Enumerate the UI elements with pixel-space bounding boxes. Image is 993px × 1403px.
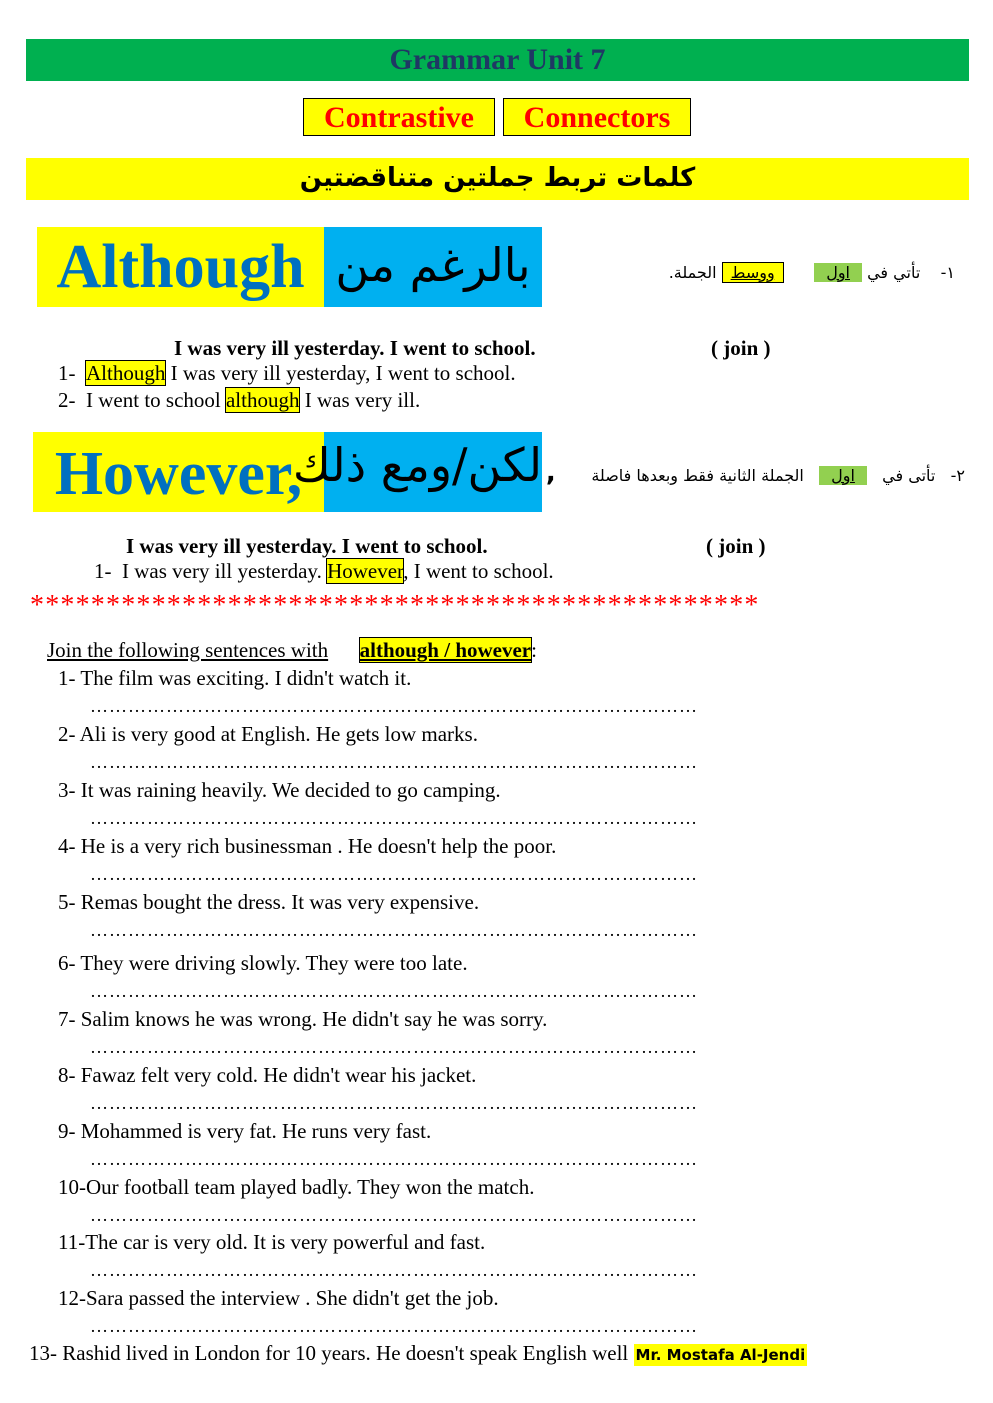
- exercise-item: 10-Our football team played badly. They won the match.: [58, 1175, 535, 1199]
- rule-text: تأتي في: [867, 263, 921, 282]
- however-heading: However,: [33, 432, 324, 512]
- exercise-item: 4- He is a very rich businessman . He doesn't help the poor.: [58, 834, 557, 858]
- answer-line[interactable]: ……………………………………………………………………………………: [90, 808, 698, 828]
- answer-line[interactable]: ……………………………………………………………………………………: [90, 1093, 698, 1113]
- exercise-instruction: [47, 638, 537, 663]
- rule-end: الجملة الثانية فقط وبعدها فاصلة: [591, 466, 804, 485]
- subtitle-contrastive: Contrastive: [303, 98, 495, 136]
- keywords-highlight: although / however: [359, 638, 532, 662]
- answer-line[interactable]: ……………………………………………………………………………………: [90, 1205, 698, 1225]
- comma-symbol: ,: [545, 458, 556, 488]
- exercise-item: 2- Ali is very good at English. He gets low marks.: [58, 722, 478, 746]
- answer-line[interactable]: ……………………………………………………………………………………: [90, 864, 698, 884]
- rule-number: ٢-: [950, 466, 965, 485]
- sentence-text: I went to school: [86, 388, 221, 412]
- although-example-2: [58, 388, 420, 413]
- page-title: Grammar Unit 7: [26, 39, 969, 81]
- exercise-item: 5- Remas bought the dress. It was very expensive.: [58, 890, 480, 914]
- rule-first-highlight: اول: [814, 263, 862, 282]
- item-number: 1-: [94, 559, 112, 583]
- answer-line[interactable]: ……………………………………………………………………………………: [90, 920, 698, 940]
- exercise-item: 11-The car is very old. It is very powerful and fast.: [58, 1230, 486, 1254]
- colon: :: [531, 638, 537, 662]
- sentence-text: , I went to school.: [403, 559, 554, 583]
- rule-first-highlight: اول: [819, 466, 867, 485]
- instruction-text: Join the following sentences with: [47, 638, 329, 662]
- rule-end: الجملة.: [668, 263, 717, 282]
- although-heading: Although: [37, 227, 324, 307]
- sentence-text: 13- Rashid lived in London for 10 years. He doesn't speak English well: [29, 1341, 629, 1365]
- join-label: ( join ): [706, 534, 766, 558]
- exercise-item: 6- They were driving slowly. They were too late.: [58, 951, 468, 975]
- rule-text: تأتى في: [882, 466, 936, 485]
- arabic-title: كلمات تربط جملتين متناقضتين: [26, 158, 969, 200]
- exercise-item: 12-Sara passed the interview . She didn't get the job.: [58, 1286, 499, 1310]
- exercise-item-13: [29, 1341, 807, 1366]
- item-number: 1-: [58, 361, 76, 385]
- star-divider: ************************************************: [30, 590, 760, 621]
- answer-line[interactable]: ……………………………………………………………………………………: [90, 1260, 698, 1280]
- however-highlight: However: [327, 559, 404, 583]
- although-highlight: Although: [86, 361, 166, 385]
- answer-line[interactable]: ……………………………………………………………………………………: [90, 696, 698, 716]
- answer-line[interactable]: ……………………………………………………………………………………: [90, 981, 698, 1001]
- however-example-1: [94, 559, 554, 584]
- exercise-item: 8- Fawaz felt very cold. He didn't wear his jacket.: [58, 1063, 477, 1087]
- answer-line[interactable]: ……………………………………………………………………………………: [90, 752, 698, 772]
- join-label: ( join ): [711, 336, 771, 360]
- although-highlight: although: [225, 388, 300, 412]
- author-signature: Mr. Mostafa Al-Jendi: [635, 1346, 806, 1364]
- answer-line[interactable]: ……………………………………………………………………………………: [90, 1149, 698, 1169]
- sentence-text: I was very ill yesterday, I went to school.: [170, 361, 516, 385]
- although-example-1: [58, 361, 516, 386]
- answer-line[interactable]: ……………………………………………………………………………………: [90, 1316, 698, 1336]
- although-arabic: بالرغم من: [324, 227, 542, 307]
- exercise-item: 1- The film was exciting. I didn't watch it.: [58, 666, 412, 690]
- sentence-text: I was very ill.: [304, 388, 421, 412]
- exercise-item: 3- It was raining heavily. We decided to go camping.: [58, 778, 501, 802]
- however-rule: [546, 458, 965, 488]
- sentence-text: I was very ill yesterday.: [122, 559, 322, 583]
- however-example: I was very ill yesterday. I went to school.: [126, 534, 488, 558]
- although-rule: [669, 263, 955, 282]
- subtitle-connectors: Connectors: [503, 98, 691, 136]
- rule-number: ١-: [940, 263, 955, 282]
- item-number: 2-: [58, 388, 76, 412]
- although-example: I was very ill yesterday. I went to school.: [174, 336, 536, 360]
- exercise-item: 7- Salim knows he was wrong. He didn't say he was sorry.: [58, 1007, 548, 1031]
- answer-line[interactable]: ……………………………………………………………………………………: [90, 1037, 698, 1057]
- exercise-item: 9- Mohammed is very fat. He runs very fast.: [58, 1119, 432, 1143]
- rule-middle-highlight: ووسط: [722, 262, 784, 283]
- however-arabic: لكن/ومع ذلك: [324, 432, 542, 512]
